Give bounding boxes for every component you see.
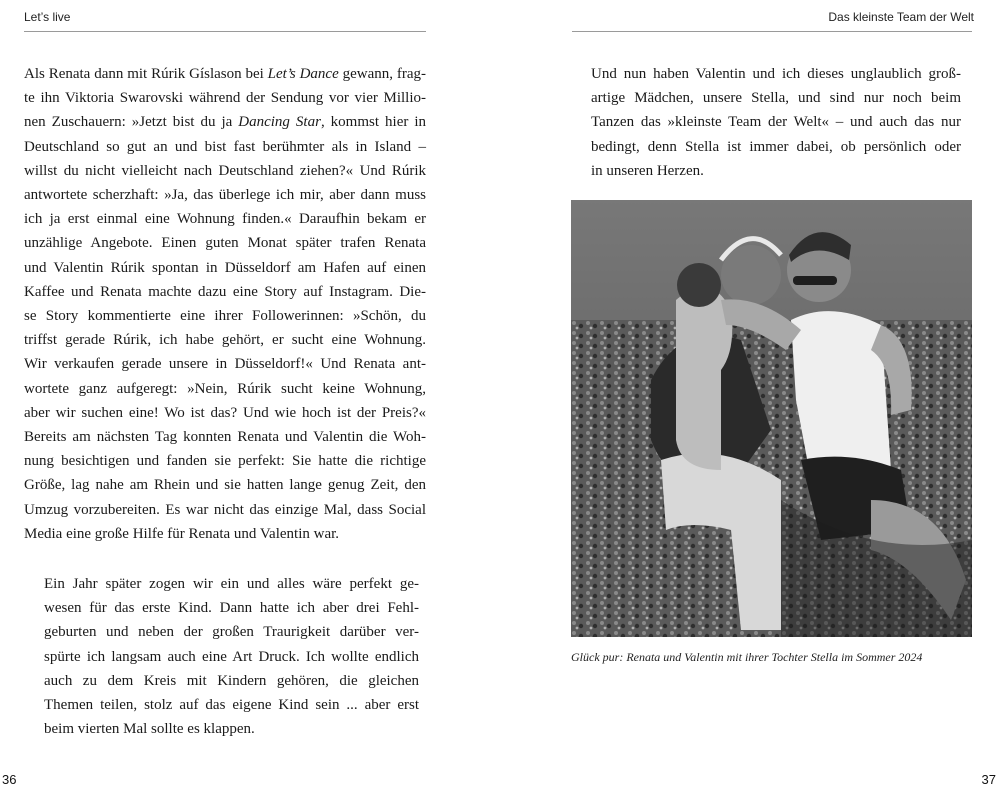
text-line: Kaffee und Renata machte dazu eine Story auf Instagram. Die- bbox=[24, 283, 426, 300]
text-line: unzählige Angebote. Einen guten Monat später trafen Renata bbox=[24, 235, 426, 252]
text-line: se Story kommentierte eine ihrer Followerinnen: »Schön, du bbox=[24, 308, 426, 325]
text-line: Tanzen das »kleinste Team der Welt« – und auch das nur bbox=[591, 114, 961, 131]
text-line: triffst gerade Rúrik, ich habe gehört, er sucht eine Wohnung. bbox=[24, 332, 426, 349]
text-line: Ein Jahr später zogen wir ein und alles wäre perfekt ge- bbox=[44, 576, 419, 592]
running-head-left: Let’s live bbox=[24, 10, 71, 24]
text-line: Umzug vorzubereiten. Es war nicht das einzige Mal, dass Social bbox=[24, 501, 426, 518]
text-line: Media eine große Hilfe für Renata und Valentin war. bbox=[24, 525, 340, 542]
family-photo bbox=[571, 200, 972, 637]
text-line: wortete ganz aufgeregt: »Nein, Rúrik sucht keine Wohnung, bbox=[24, 380, 426, 397]
text-line: und Valentin Rúrik spontan in Düsseldorf am Hafen auf einen bbox=[24, 259, 426, 276]
text-line: Themen teilen, stolz auf das eigene Kind sein ... aber erst bbox=[44, 697, 419, 714]
left-paragraph-2 bbox=[44, 572, 419, 741]
left-paragraph-1 bbox=[24, 62, 426, 546]
text-line: Und nun haben Valentin und ich dieses unglaublich groß- bbox=[591, 66, 961, 82]
text-line: Als Renata dann mit Rúrik Gíslason bei Let’s Dance gewann, frag- bbox=[24, 66, 426, 82]
text-line: aber wir suchen eine! Wo ist das? Und wie hoch ist der Preis?« bbox=[24, 404, 426, 421]
text-line: te ihn Viktoria Swarovski während der Sendung vor vier Millio- bbox=[24, 90, 426, 107]
text-line: nung besichtigen und fanden sie perfekt: Sie hatte die richtige bbox=[24, 453, 426, 470]
text-line: artige Mädchen, unsere Stella, und sind nur noch beim bbox=[591, 90, 961, 107]
header-rule-left bbox=[24, 31, 426, 32]
text-line: nen Zuschauern: »Jetzt bist du ja Dancing Star, kommst hier in bbox=[24, 114, 427, 131]
text-line: ich ja erst einmal eine Wohnung finden.« Daraufhin bekam er bbox=[24, 211, 426, 228]
text-line: wesen für das erste Kind. Dann hatte ich aber drei Fehl- bbox=[44, 600, 419, 617]
text-line: antwortete scherzhaft: »Ja, das überlege ich mir, aber dann muss bbox=[24, 187, 426, 204]
text-line: auch zu dem Kreis mit Kindern gehören, die gleichen bbox=[44, 672, 419, 689]
text-line: spürte ich langsam auch eine Art Druck. Ich wollte endlich bbox=[44, 648, 419, 665]
text-line: in unseren Herzen. bbox=[591, 162, 704, 179]
text-line: willst du nicht vielleicht nach Deutschland ziehen?« Und Rúrik bbox=[24, 162, 426, 179]
running-head-right: Das kleinste Team der Welt bbox=[828, 10, 974, 24]
photo-caption: Glück pur: Renata und Valentin mit ihrer Tochter Stella im Sommer 2024 bbox=[571, 650, 923, 664]
page-number-right: 37 bbox=[981, 772, 996, 787]
text-line: Bereits am nächsten Tag konnten Renata und Valentin die Woh- bbox=[24, 429, 426, 446]
text-line: Deutschland so gut an und bist fast berühmter als in Island – bbox=[24, 138, 426, 155]
text-line: Wir verkaufen gerade unsere in Düsseldorf!« Und Renata ant- bbox=[24, 356, 426, 373]
text-line: geburten und neben der großen Traurigkeit darüber ver- bbox=[44, 624, 419, 641]
text-line: Größe, lag nahe am Rhein und sie hatten lange genug Zeit, den bbox=[24, 477, 426, 494]
page-number-left: 36 bbox=[2, 772, 17, 787]
text-line: beim vierten Mal sollte es klappen. bbox=[44, 721, 255, 738]
right-paragraph bbox=[591, 62, 961, 183]
text-line: bedingt, denn Stella ist immer dabei, ob persönlich oder bbox=[591, 138, 961, 155]
header-rule-right bbox=[572, 31, 972, 32]
